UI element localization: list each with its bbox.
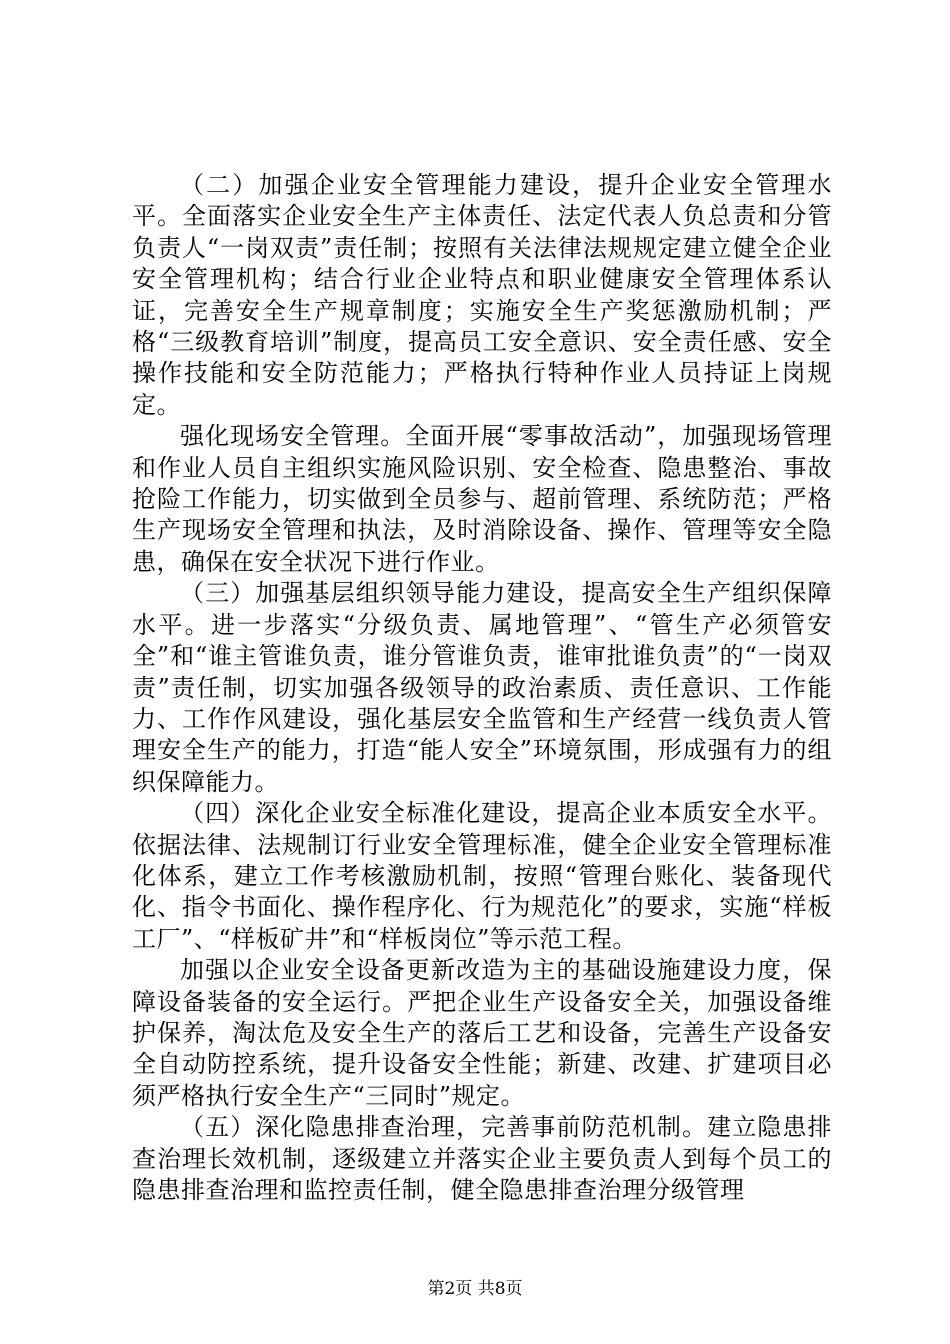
page-footer: 第2页 共8页	[427, 1279, 523, 1299]
paragraph-1: （二）加强企业安全管理能力建设，提升企业安全管理水平。全面落实企业安全生产主体责任、法定代表人负总责和分管负责人“一岗双责”责任制；按照有关法律法规规定建立健全企业安全管理机构；结合行业企业特点和职业健康安全管理体系认证，完善安全生产规章制度；实施安全生产奖惩激励机制；严格“三级教育培训”制度，提高员工安全意识、安全责任感、安全操作技能和安全防范能力；严格执行特种作业人员持证上岗规定。	[132, 171, 832, 419]
paragraph-2: 强化现场安全管理。全面开展“零事故活动”，加强现场管理和作业人员自主组织实施风险识别、安全检查、隐患整治、事故抢险工作能力，切实做到全员参与、超前管理、系统防范；严格生产现场安全管理和执法，及时消除设备、操作、管理等安全隐患，确保在安全状况下进行作业。	[132, 422, 832, 576]
paragraph-4: （四）深化企业安全标准化建设，提高企业本质安全水平。依据法律、法规制订行业安全管理标准，健全企业安全管理标准化体系，建立工作考核激励机制，按照“管理台账化、装备现代化、指令书面化、操作程序化、行为规范化”的要求，实施“样板工厂”、“样板矿井”和“样板岗位”等示范工程。	[132, 799, 832, 953]
paragraph-6: （五）深化隐患排查治理，完善事前防范机制。建立隐患排查治理长效机制，逐级建立并落实企业主要负责人到每个员工的隐患排查治理和监控责任制，健全隐患排查治理分级管理	[132, 1113, 832, 1204]
paragraph-5: 加强以企业安全设备更新改造为主的基础设施建设力度，保障设备装备的安全运行。严把企业生产设备安全关，加强设备维护保养，淘汰危及安全生产的落后工艺和设备，完善生产设备安全自动防控系统，提升设备安全性能；新建、改建、扩建项目必须严格执行安全生产“三同时”规定。	[132, 956, 832, 1110]
paragraph-3: （三）加强基层组织领导能力建设，提高安全生产组织保障水平。进一步落实“分级负责、属地管理”、“管生产必须管安全”和“谁主管谁负责，谁分管谁负责，谁审批谁负责”的“一岗双责”责任制，切实加强各级领导的政治素质、责任意识、工作能力、工作作风建设，强化基层安全监管和生产经营一线负责人管理安全生产的能力，打造“能人安全”环境氛围，形成强有力的组织保障能力。	[132, 579, 832, 796]
document-body	[132, 170, 832, 1206]
